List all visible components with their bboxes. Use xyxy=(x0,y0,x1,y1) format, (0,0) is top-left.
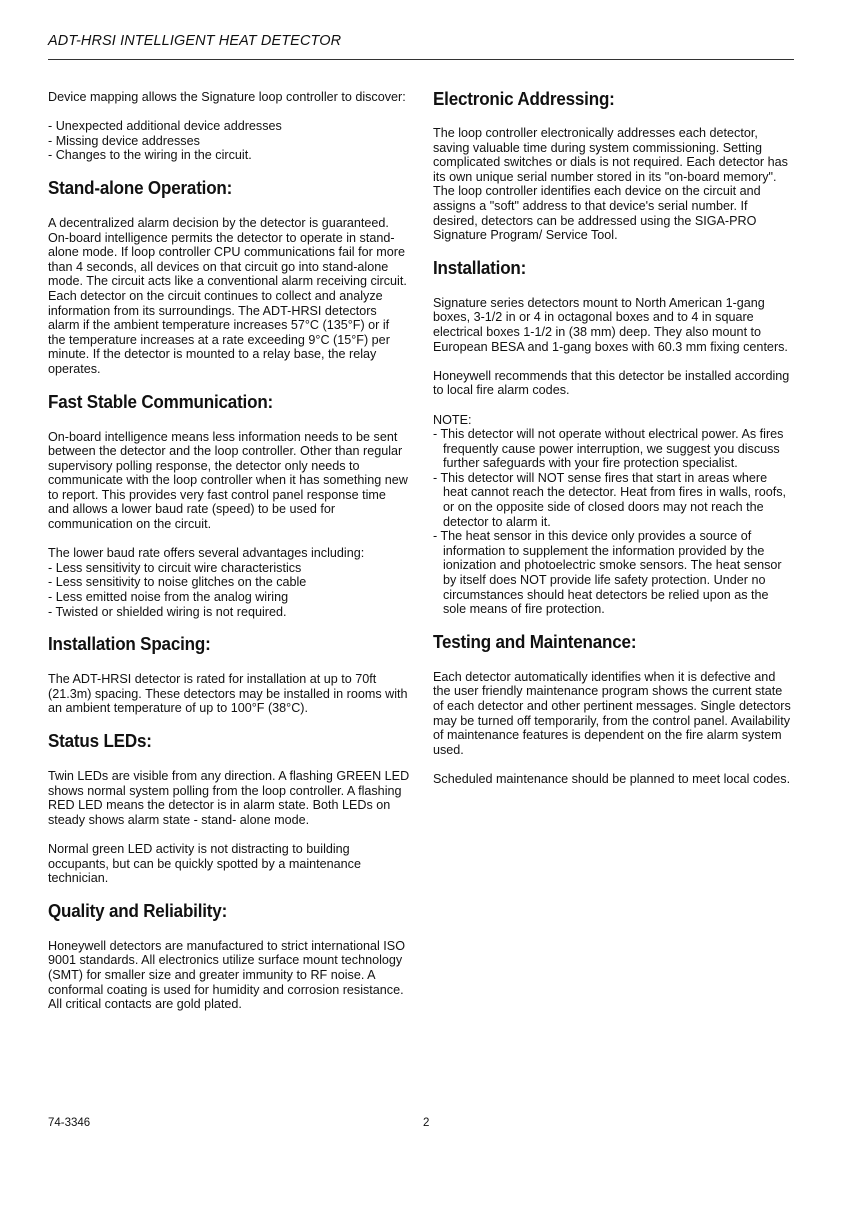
page-number: 2 xyxy=(423,1117,430,1129)
list-item: - Less sensitivity to circuit wire characteristics xyxy=(48,560,302,575)
quality-text: Honeywell detectors are manufactured to strict international ISO 9001 standards. All electronics utilize surface mount technology (SMT) for smaller size and greater immunity to RF noise. A conformal coating is used for humidity and corrosion resistance. All critical contacts are gold plated. xyxy=(48,938,405,1012)
status-leds-section xyxy=(48,730,410,886)
status-leds-text: Twin LEDs are visible from any direction. A flashing GREEN LED shows normal system polling from the loop controller. A flashing RED LED means the detector is in alarm state. Both LEDs on steady shows alarm state - stand- alone mode. xyxy=(48,769,410,827)
document-code: 74-3346 xyxy=(48,1117,91,1129)
standalone-text: A decentralized alarm decision by the detector is guaranteed. On-board intelligence permits the detector to operate in stand-alone mode. If loop controller CPU communications fail for more than 4 seconds, all devices on that circuit go into stand-alone mode. The circuit acts like a conventional alarm receiving circuit. Each detector on the circuit continues to collect and analyze information from its surroundings. The ADT-HRSI detectors alarm if the ambient temperature increases 57°C (135°F) or if the temperature increases at a rate exceeding 9°C (15°F) per minute. If the detector is mounted to a relay base, the relay operates. xyxy=(48,215,407,376)
installation-section xyxy=(433,257,795,617)
header-title: ADT-HRSI INTELLIGENT HEAT DETECTOR xyxy=(48,33,342,49)
notes-list xyxy=(433,427,795,617)
note-label: NOTE: xyxy=(433,412,472,427)
standalone-section xyxy=(48,177,410,377)
addressing-section xyxy=(433,88,795,243)
installation-heading: Installation: xyxy=(433,256,527,278)
list-item: - Less emitted noise from the analog wiring xyxy=(48,590,289,605)
left-column xyxy=(48,90,410,1012)
standalone-heading: Stand-alone Operation: xyxy=(48,176,233,198)
addressing-text: The loop controller electronically addresses each detector, saving valuable time during system commissioning. Setting complicated switches or dials is not required. Each detector has its own unique serial number stored in its "on-board memory". The loop controller identifies each device on the circuit and assigns a "soft" address to that device's serial number. If desired, detectors can be addressed using the SIGA-PRO Signature Program/ Service Tool. xyxy=(433,126,788,243)
note-item: - This detector will not operate without electrical power. As fires frequently cause power interruption, we suggest you discuss further safeguards with your fire protection specialist. xyxy=(433,427,784,471)
fast-communication-text: On-board intelligence means less information needs to be sent between the detector and the loop controller. Other than regular supervisory polling response, the detector only needs to communicate with the loop controller when it has something new to report. This provides very fast control panel response time and allows a lower baud rate (speed) to be used for communication on the circuit. xyxy=(48,429,408,532)
list-item: - Less sensitivity to noise glitches on the cable xyxy=(48,575,307,590)
installation-spacing-section xyxy=(48,633,410,716)
quality-section xyxy=(48,900,410,1012)
note-item: - The heat sensor in this device only provides a source of information to supplement the information provided by the ionization and photoelectric smoke sensors. The heat sensor by itself does NOT provide life safety protection. Under no circumstances should heat detectors be relied upon as the sole means of fire protection. xyxy=(433,529,782,617)
installation-text: Signature series detectors mount to North American 1-gang boxes, 3-1/2 in or 4 in octagonal boxes and to 4 in square electrical boxes 1-1/2 in (38 mm) deep. They also mount to European BESA and 1-gang boxes with 60.3 mm fixing centers. xyxy=(433,295,788,354)
testing-text: Each detector automatically identifies when it is defective and the user friendly maintenance program shows the current state of each detector and other pertinent messages. Single detectors may be turned off temporarily, from the control panel. Availability of maintenance features is dependent on the fire alarm system used. xyxy=(433,669,791,757)
device-mapping-block xyxy=(48,90,410,163)
header-rule xyxy=(48,59,794,60)
note-item: - This detector will NOT sense fires that start in areas where heat cannot reach the detector. Heat from fires in walls, roofs, or on the opposite side of closed doors may not reach the detector to alarm it. xyxy=(433,470,787,529)
installation-spacing-heading: Installation Spacing: xyxy=(48,633,211,655)
baud-advantages-list xyxy=(48,561,410,619)
list-item: - Changes to the wiring in the circuit. xyxy=(48,148,252,163)
fast-communication-section xyxy=(48,391,410,620)
baud-list-intro: The lower baud rate offers several advantages including: xyxy=(48,546,365,561)
list-item: - Twisted or shielded wiring is not required. xyxy=(48,604,287,619)
installation-spacing-text: The ADT-HRSI detector is rated for installation at up to 70ft (21.3m) spacing. These detectors may be installed in rooms with an ambient temperature of up to 100°F (38°C). xyxy=(48,672,408,716)
status-leds-heading: Status LEDs: xyxy=(48,730,152,751)
status-leds-text-2: Normal green LED activity is not distracting to building occupants, but can be quickly spotted by a maintenance technician. xyxy=(48,841,361,886)
fast-communication-heading: Fast Stable Communication: xyxy=(48,390,274,412)
intro-paragraph: Device mapping allows the Signature loop controller to discover: xyxy=(48,90,406,104)
installation-text-2: Honeywell recommends that this detector be installed according to local fire alarm codes. xyxy=(433,368,790,398)
testing-section xyxy=(433,631,795,787)
list-item: - Unexpected additional device addresses xyxy=(48,119,282,134)
testing-heading: Testing and Maintenance: xyxy=(433,630,637,652)
quality-heading: Quality and Reliability: xyxy=(48,899,228,921)
list-item: - Missing device addresses xyxy=(48,133,200,148)
right-column xyxy=(433,88,795,787)
testing-text-2: Scheduled maintenance should be planned to meet local codes. xyxy=(433,771,791,786)
addressing-heading: Electronic Addressing: xyxy=(433,88,615,109)
intro-list xyxy=(48,119,410,163)
